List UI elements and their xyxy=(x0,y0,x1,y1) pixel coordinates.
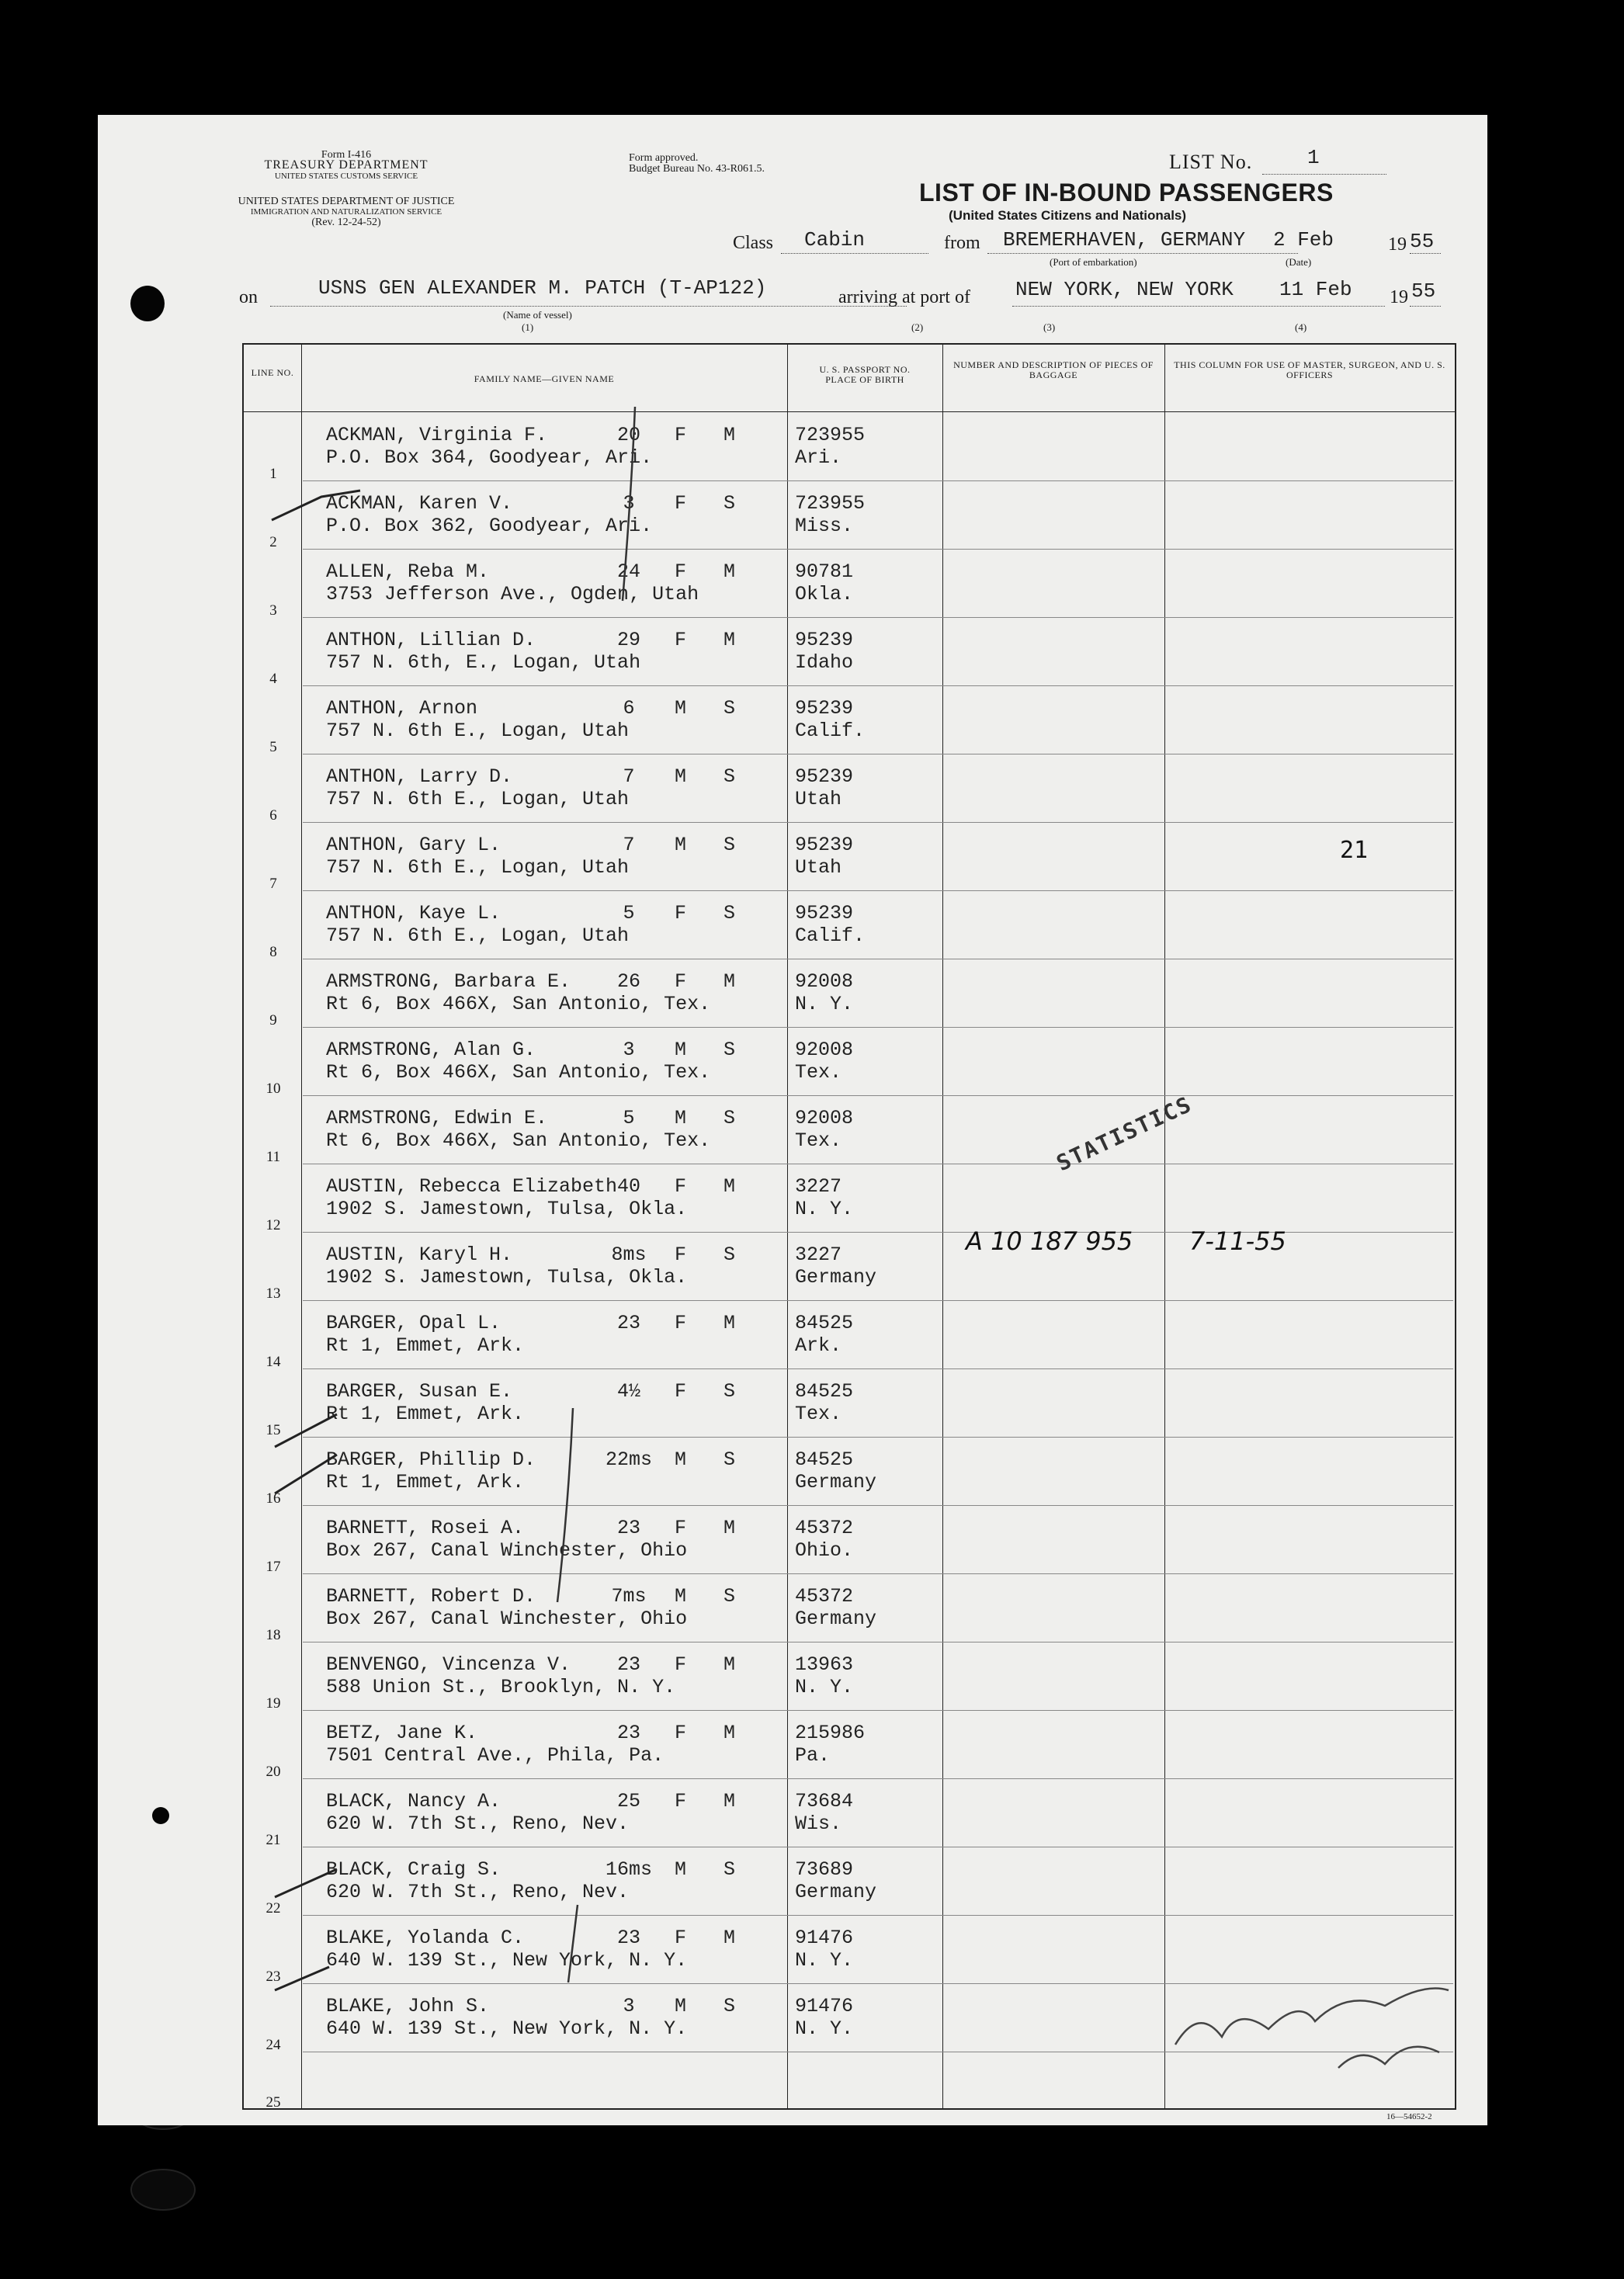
customs-service: UNITED STATES CUSTOMS SERVICE xyxy=(274,172,418,181)
passenger-name: BARGER, Opal L. xyxy=(326,1312,501,1334)
header-officers: THIS COLUMN FOR USE OF MASTER, SURGEON, AND U. S. OFFICERS xyxy=(1174,359,1445,380)
embark-date: 2 Feb xyxy=(1273,228,1334,251)
passenger-sex: F xyxy=(675,1653,687,1676)
place-of-birth: Tex. xyxy=(795,1061,842,1084)
passport-number: 95239 xyxy=(795,629,854,651)
passenger-sex: F xyxy=(675,1927,687,1949)
place-of-birth: Wis. xyxy=(795,1812,842,1835)
place-of-birth: Ark. xyxy=(795,1334,842,1357)
arrival-year-line xyxy=(1410,306,1441,307)
header-name: FAMILY NAME—GIVEN NAME xyxy=(474,373,615,384)
passenger-address: 640 W. 139 St., New York, N. Y. xyxy=(326,1949,688,1972)
passenger-marital-status: S xyxy=(724,1995,736,2017)
passenger-name: BLAKE, Yolanda C. xyxy=(326,1927,525,1949)
place-of-birth: Idaho xyxy=(795,651,854,674)
passenger-sex: M xyxy=(675,765,687,788)
passenger-sex: M xyxy=(675,1039,687,1061)
passport-number: 73684 xyxy=(795,1790,854,1812)
passenger-address: Box 267, Canal Winchester, Ohio xyxy=(326,1539,688,1562)
passenger-age: 7 xyxy=(623,834,635,856)
passport-number: 95239 xyxy=(795,697,854,720)
passenger-age: 23 xyxy=(616,1312,640,1334)
passenger-marital-status: M xyxy=(724,1722,736,1744)
ins-service: IMMIGRATION AND NATURALIZATION SERVICE xyxy=(250,207,442,217)
caption-col-4: (4) xyxy=(1295,321,1307,333)
place-of-birth: N. Y. xyxy=(795,1676,854,1698)
embark-port: BREMERHAVEN, GERMANY xyxy=(1003,228,1246,251)
passenger-sex: F xyxy=(675,1380,687,1403)
passenger-sex: F xyxy=(675,1175,687,1198)
passenger-name: ANTHON, Larry D. xyxy=(326,765,513,788)
passenger-address: 757 N. 6th, E., Logan, Utah xyxy=(326,651,641,674)
passenger-marital-status: S xyxy=(724,1448,736,1471)
passenger-age: 5 xyxy=(623,1107,635,1129)
passenger-marital-status: M xyxy=(724,560,736,583)
passenger-name: ARMSTRONG, Edwin E. xyxy=(326,1107,548,1129)
statistics-stamp: STATISTICS xyxy=(1052,1091,1196,1177)
binder-hole xyxy=(132,2170,194,2209)
arrival-year-prefix: 19 xyxy=(1390,287,1408,307)
passport-number: 3227 xyxy=(795,1175,842,1198)
passport-number: 92008 xyxy=(795,1107,854,1129)
line-number: 20 xyxy=(265,1764,281,1780)
passenger-sex: M xyxy=(675,1585,687,1608)
passenger-name: ARMSTRONG, Barbara E. xyxy=(326,970,571,993)
passenger-sex: M xyxy=(675,1858,687,1881)
passenger-name: BARGER, Phillip D. xyxy=(326,1448,536,1471)
treasury-dept: TREASURY DEPARTMENT xyxy=(264,158,429,172)
passenger-marital-status: M xyxy=(724,629,736,651)
passenger-address: Rt 6, Box 466X, San Antonio, Tex. xyxy=(326,1061,711,1084)
arrival-year: 55 xyxy=(1411,279,1436,303)
place-of-birth: Germany xyxy=(795,1608,877,1630)
passenger-sex: F xyxy=(675,492,687,515)
header-line-no: LINE NO. xyxy=(251,367,294,378)
passenger-age: 23 xyxy=(616,1653,640,1676)
passenger-age: 20 xyxy=(616,424,640,446)
line-number: 4 xyxy=(269,671,277,687)
passenger-address: Rt 1, Emmet, Ark. xyxy=(326,1334,525,1357)
passenger-address: 588 Union St., Brooklyn, N. Y. xyxy=(326,1676,676,1698)
line-number: 12 xyxy=(265,1217,281,1233)
passenger-marital-status: M xyxy=(724,1927,736,1949)
passenger-marital-status: S xyxy=(724,765,736,788)
passenger-name: AUSTIN, Karyl H. xyxy=(326,1244,513,1266)
passenger-address: 7501 Central Ave., Phila, Pa. xyxy=(326,1744,665,1767)
check-stroke xyxy=(275,1455,337,1493)
vertical-stroke xyxy=(568,1905,578,1982)
line-number: 1 xyxy=(269,466,277,482)
passenger-table xyxy=(242,343,1456,2110)
passenger-address: 1902 S. Jamestown, Tulsa, Okla. xyxy=(326,1266,688,1289)
embark-year-line xyxy=(1410,253,1441,254)
passenger-marital-status: S xyxy=(724,1858,736,1881)
passenger-marital-status: S xyxy=(724,492,736,515)
line-number: 8 xyxy=(269,944,277,960)
passport-number: 45372 xyxy=(795,1585,854,1608)
passport-number: 91476 xyxy=(795,1927,854,1949)
passenger-marital-status: M xyxy=(724,424,736,446)
passenger-name: BARNETT, Rosei A. xyxy=(326,1517,525,1539)
passenger-address: Rt 6, Box 466X, San Antonio, Tex. xyxy=(326,1129,711,1152)
passenger-name: BENVENGO, Vincenza V. xyxy=(326,1653,571,1676)
passenger-marital-status: M xyxy=(724,1517,736,1539)
passenger-address: 620 W. 7th St., Reno, Nev. xyxy=(326,1881,630,1903)
passenger-age: 7 xyxy=(623,765,635,788)
handwritten-marks xyxy=(244,345,1455,2108)
passenger-sex: F xyxy=(675,560,687,583)
page-subtitle: (United States Citizens and Nationals) xyxy=(949,208,1187,223)
passport-number: 84525 xyxy=(795,1312,854,1334)
passenger-age: 22ms xyxy=(606,1448,653,1471)
line-number: 25 xyxy=(265,2094,281,2111)
passenger-sex: F xyxy=(675,1312,687,1334)
passenger-marital-status: S xyxy=(724,1380,736,1403)
passenger-marital-status: M xyxy=(724,970,736,993)
passenger-sex: F xyxy=(675,424,687,446)
check-stroke xyxy=(272,491,360,520)
passenger-list-sheet xyxy=(98,115,1487,2125)
arrival-date: 11 Feb xyxy=(1279,278,1352,301)
vessel-name: USNS GEN ALEXANDER M. PATCH (T-AP122) xyxy=(318,276,767,300)
passenger-age: 7ms xyxy=(611,1585,647,1608)
passport-number: 13963 xyxy=(795,1653,854,1676)
line-number: 19 xyxy=(265,1695,281,1712)
passport-number: 95239 xyxy=(795,834,854,856)
passenger-age: 4½ xyxy=(616,1380,640,1403)
check-stroke xyxy=(275,1414,337,1447)
passenger-name: ARMSTRONG, Alan G. xyxy=(326,1039,536,1061)
caption-col-3: (3) xyxy=(1043,321,1056,333)
justice-dept: UNITED STATES DEPARTMENT OF JUSTICE xyxy=(238,196,455,207)
passenger-age: 3 xyxy=(623,1995,635,2017)
line-number: 5 xyxy=(269,739,277,755)
passenger-address: Box 267, Canal Winchester, Ohio xyxy=(326,1608,688,1630)
place-of-birth: Calif. xyxy=(795,924,866,947)
line-number: 3 xyxy=(269,602,277,619)
passenger-marital-status: M xyxy=(724,1175,736,1198)
passenger-marital-status: M xyxy=(724,1653,736,1676)
passenger-name: BARGER, Susan E. xyxy=(326,1380,513,1403)
vessel-line xyxy=(270,306,907,307)
check-stroke xyxy=(275,1967,329,1990)
passenger-age: 23 xyxy=(616,1517,640,1539)
embark-year-prefix: 19 xyxy=(1388,234,1407,255)
list-no-value: 1 xyxy=(1307,146,1320,169)
passenger-name: ACKMAN, Karen V. xyxy=(326,492,513,515)
place-of-birth: Ari. xyxy=(795,446,842,469)
passenger-age: 6 xyxy=(623,697,635,720)
passport-number: 95239 xyxy=(795,765,854,788)
header-baggage: NUMBER AND DESCRIPTION OF PIECES OF BAGGAGE xyxy=(953,359,1154,380)
list-no-line xyxy=(1262,174,1386,175)
passenger-name: ANTHON, Arnon xyxy=(326,697,478,720)
passenger-address: 757 N. 6th E., Logan, Utah xyxy=(326,720,630,742)
passenger-address: Rt 6, Box 466X, San Antonio, Tex. xyxy=(326,993,711,1015)
passenger-sex: M xyxy=(675,1448,687,1471)
passenger-sex: F xyxy=(675,970,687,993)
line-number: 14 xyxy=(265,1354,281,1370)
passenger-address: 3753 Jefferson Ave., Ogden, Utah xyxy=(326,583,699,605)
passenger-name: BETZ, Jane K. xyxy=(326,1722,478,1744)
line-number: 22 xyxy=(265,1900,281,1917)
passport-number: 91476 xyxy=(795,1995,854,2017)
alien-registration-number: A 10 187 955 xyxy=(966,1226,1133,1256)
place-of-birth: Germany xyxy=(795,1266,877,1289)
passenger-address: Rt 1, Emmet, Ark. xyxy=(326,1403,525,1425)
passport-number: 92008 xyxy=(795,970,854,993)
line-number: 9 xyxy=(269,1012,277,1028)
place-of-birth: N. Y. xyxy=(795,2017,854,2040)
passenger-marital-status: M xyxy=(724,1312,736,1334)
passenger-sex: F xyxy=(675,1244,687,1266)
passenger-age: 16ms xyxy=(606,1858,653,1881)
passenger-sex: F xyxy=(675,1790,687,1812)
revision: (Rev. 12-24-52) xyxy=(311,217,381,228)
line-number: 15 xyxy=(265,1422,281,1438)
place-of-birth: Ohio. xyxy=(795,1539,854,1562)
line-number: 7 xyxy=(269,876,277,892)
place-of-birth: N. Y. xyxy=(795,1198,854,1220)
passenger-marital-status: S xyxy=(724,834,736,856)
passenger-age: 24 xyxy=(616,560,640,583)
punch-hole xyxy=(152,1807,169,1824)
passenger-marital-status: M xyxy=(724,1790,736,1812)
passenger-age: 23 xyxy=(616,1722,640,1744)
passenger-name: BLACK, Craig S. xyxy=(326,1858,501,1881)
passenger-address: 757 N. 6th E., Logan, Utah xyxy=(326,924,630,947)
passenger-sex: M xyxy=(675,1995,687,2017)
passport-number: 45372 xyxy=(795,1517,854,1539)
place-of-birth: N. Y. xyxy=(795,1949,854,1972)
from-label: from xyxy=(944,233,980,253)
passenger-marital-status: S xyxy=(724,1107,736,1129)
vertical-stroke xyxy=(623,407,635,601)
form-approved: Form approved. xyxy=(629,152,699,164)
embark-line xyxy=(987,253,1298,254)
passenger-age: 40 xyxy=(616,1175,640,1198)
class-line xyxy=(781,253,928,254)
place-of-birth: Pa. xyxy=(795,1744,831,1767)
passenger-name: BLAKE, John S. xyxy=(326,1995,490,2017)
passenger-age: 25 xyxy=(616,1790,640,1812)
passenger-age: 26 xyxy=(616,970,640,993)
passenger-address: 757 N. 6th E., Logan, Utah xyxy=(326,788,630,810)
passenger-name: ANTHON, Kaye L. xyxy=(326,902,501,924)
passenger-age: 8ms xyxy=(611,1244,647,1266)
passport-number: 84525 xyxy=(795,1448,854,1471)
arriving-label: arriving at port of xyxy=(838,287,970,307)
passenger-address: Rt 1, Emmet, Ark. xyxy=(326,1471,525,1493)
passenger-marital-status: S xyxy=(724,1039,736,1061)
passenger-address: P.O. Box 364, Goodyear, Ari. xyxy=(326,446,653,469)
passenger-marital-status: S xyxy=(724,1585,736,1608)
passenger-name: ANTHON, Gary L. xyxy=(326,834,501,856)
passport-number: 84525 xyxy=(795,1380,854,1403)
passenger-name: ACKMAN, Virginia F. xyxy=(326,424,548,446)
officer-mark: 21 xyxy=(1340,837,1369,864)
place-of-birth: Okla. xyxy=(795,583,854,605)
header-passport: U. S. PASSPORT NO. PLACE OF BIRTH xyxy=(819,364,911,385)
passenger-marital-status: S xyxy=(724,902,736,924)
embark-year: 55 xyxy=(1410,230,1435,253)
passenger-marital-status: S xyxy=(724,1244,736,1266)
passenger-sex: F xyxy=(675,902,687,924)
line-number: 2 xyxy=(269,534,277,550)
passenger-sex: F xyxy=(675,1517,687,1539)
place-of-birth: Tex. xyxy=(795,1403,842,1425)
passenger-sex: M xyxy=(675,834,687,856)
line-number: 13 xyxy=(265,1285,281,1302)
passenger-name: AUSTIN, Rebecca Elizabeth xyxy=(326,1175,618,1198)
place-of-birth: Germany xyxy=(795,1881,877,1903)
passport-number: 3227 xyxy=(795,1244,842,1266)
passenger-address: 640 W. 139 St., New York, N. Y. xyxy=(326,2017,688,2040)
place-of-birth: Miss. xyxy=(795,515,854,537)
passenger-name: ALLEN, Reba M. xyxy=(326,560,490,583)
check-stroke xyxy=(275,1869,337,1897)
passenger-address: P.O. Box 362, Goodyear, Ari. xyxy=(326,515,653,537)
signature-scrawl xyxy=(1175,1989,1449,2045)
place-of-birth: Utah xyxy=(795,788,842,810)
passenger-name: ANTHON, Lillian D. xyxy=(326,629,536,651)
passenger-age: 5 xyxy=(623,902,635,924)
passport-number: 90781 xyxy=(795,560,854,583)
caption-col-2: (2) xyxy=(911,321,924,333)
signature-scrawl xyxy=(1338,2047,1439,2068)
passenger-marital-status: S xyxy=(724,697,736,720)
place-of-birth: Tex. xyxy=(795,1129,842,1152)
form-number: Form I-416 xyxy=(321,149,372,161)
punch-hole xyxy=(130,286,165,321)
list-no-label: LIST No. xyxy=(1169,151,1253,173)
footer-code: 16—54652-2 xyxy=(1386,2112,1432,2121)
passport-number: 92008 xyxy=(795,1039,854,1061)
place-of-birth: Germany xyxy=(795,1471,877,1493)
arrival-line xyxy=(1012,306,1385,307)
place-of-birth: N. Y. xyxy=(795,993,854,1015)
on-label: on xyxy=(239,287,258,307)
passenger-name: BLACK, Nancy A. xyxy=(326,1790,501,1812)
place-of-birth: Utah xyxy=(795,856,842,879)
line-number: 6 xyxy=(269,807,277,824)
line-number: 18 xyxy=(265,1627,281,1643)
passenger-sex: F xyxy=(675,1722,687,1744)
line-number: 23 xyxy=(265,1969,281,1985)
caption-date: (Date) xyxy=(1286,256,1312,268)
passenger-sex: F xyxy=(675,629,687,651)
passport-number: 723955 xyxy=(795,424,866,446)
class-label: Class xyxy=(733,233,774,253)
passenger-age: 3 xyxy=(623,492,635,515)
vertical-stroke xyxy=(557,1408,573,1602)
passenger-age: 23 xyxy=(616,1927,640,1949)
line-number: 17 xyxy=(265,1559,281,1575)
passenger-age: 3 xyxy=(623,1039,635,1061)
passenger-age: 29 xyxy=(616,629,640,651)
line-number: 21 xyxy=(265,1832,281,1848)
line-number: 24 xyxy=(265,2037,281,2053)
passenger-address: 757 N. 6th E., Logan, Utah xyxy=(326,856,630,879)
caption-col-1: (1) xyxy=(522,321,534,333)
place-of-birth: Calif. xyxy=(795,720,866,742)
passport-number: 215986 xyxy=(795,1722,866,1744)
passenger-address: 620 W. 7th St., Reno, Nev. xyxy=(326,1812,630,1835)
class-value: Cabin xyxy=(804,228,866,251)
page-title: LIST OF IN-BOUND PASSENGERS xyxy=(919,179,1334,206)
passenger-sex: M xyxy=(675,697,687,720)
budget-bureau: Budget Bureau No. 43-R061.5. xyxy=(629,163,765,175)
line-number: 10 xyxy=(265,1081,281,1097)
alien-registration-date: 7-11-55 xyxy=(1189,1226,1286,1256)
line-number: 16 xyxy=(265,1490,281,1507)
caption-port-embark: (Port of embarkation) xyxy=(1050,256,1137,268)
line-number: 11 xyxy=(265,1149,281,1165)
passenger-name: BARNETT, Robert D. xyxy=(326,1585,536,1608)
passport-number: 95239 xyxy=(795,902,854,924)
passenger-address: 1902 S. Jamestown, Tulsa, Okla. xyxy=(326,1198,688,1220)
arrival-port: NEW YORK, NEW YORK xyxy=(1015,278,1234,301)
caption-vessel: (Name of vessel) xyxy=(503,309,572,321)
passenger-sex: M xyxy=(675,1107,687,1129)
passport-number: 723955 xyxy=(795,492,866,515)
passport-number: 73689 xyxy=(795,1858,854,1881)
